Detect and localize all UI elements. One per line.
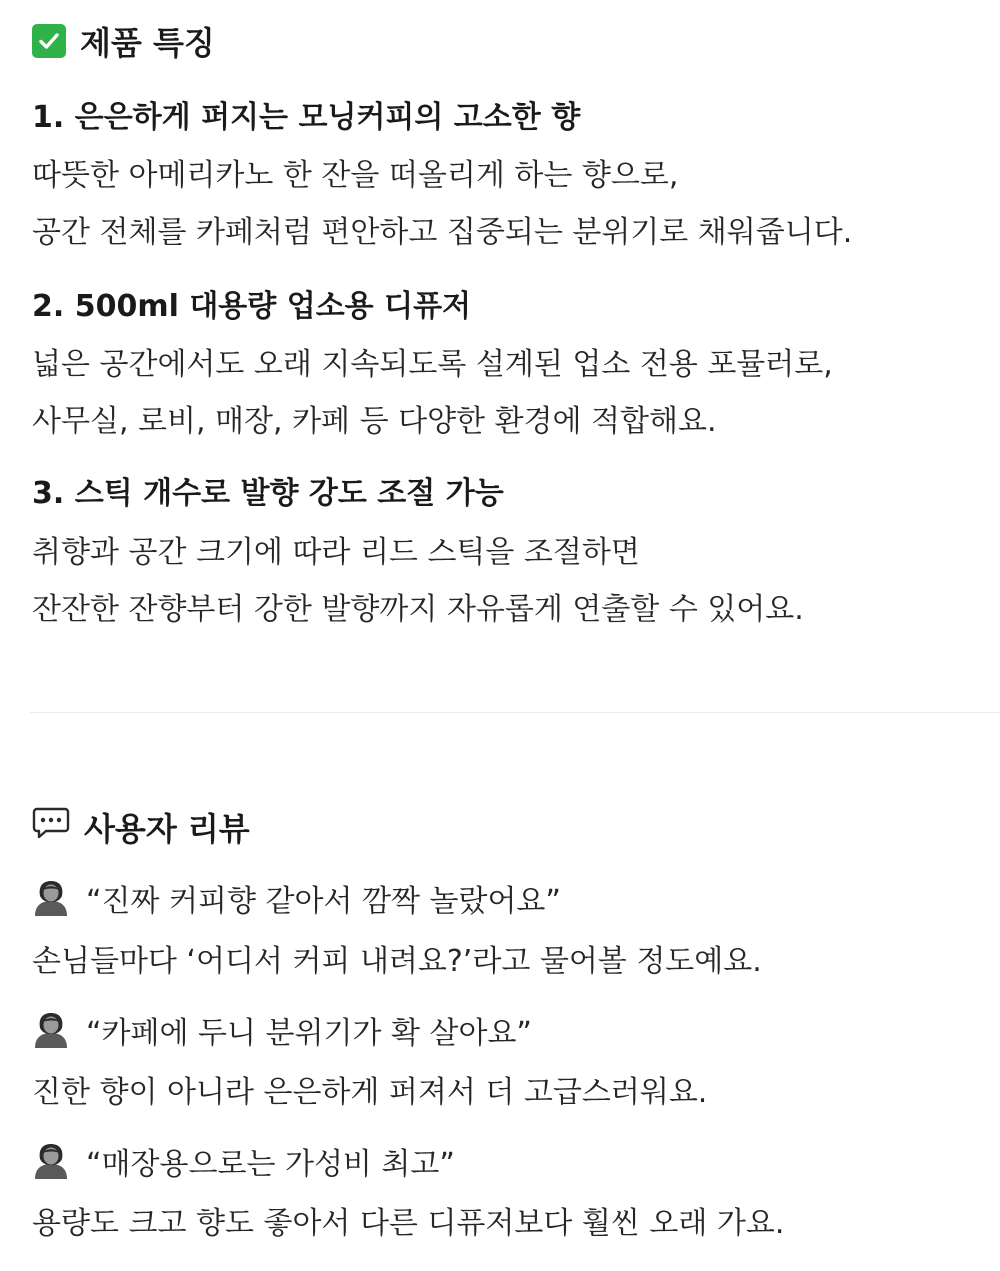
feature-2-title: 2. 500ml 대용량 업소용 디퓨저 bbox=[32, 289, 472, 324]
review-2-quote bbox=[32, 1008, 532, 1052]
review-1-quote bbox=[32, 876, 561, 920]
feature-1-line-2: 공간 전체를 카페처럼 편안하고 집중되는 분위기로 채워줍니다. bbox=[32, 215, 853, 250]
review-3-quote-text: “매장용으로는 가성비 최고” bbox=[86, 1147, 455, 1182]
feature-2-line-2: 사무실, 로비, 매장, 카페 등 다양한 환경에 적합해요. bbox=[32, 404, 717, 439]
review-3-quote bbox=[32, 1139, 455, 1183]
features-heading-text: 제품 특징 bbox=[80, 24, 215, 62]
review-3-comment: 용량도 크고 향도 좋아서 다른 디퓨저보다 훨씬 오래 가요. bbox=[32, 1206, 785, 1241]
check-box-icon bbox=[32, 24, 66, 58]
feature-1-title: 1. 은은하게 퍼지는 모닝커피의 고소한 향 bbox=[32, 100, 581, 135]
feature-3-line-2: 잔잔한 잔향부터 강한 발향까지 자유롭게 연출할 수 있어요. bbox=[32, 592, 804, 627]
features-heading bbox=[32, 18, 215, 64]
feature-3-title: 3. 스틱 개수로 발향 강도 조절 가능 bbox=[32, 476, 504, 511]
reviews-heading bbox=[32, 804, 250, 850]
person-avatar-icon bbox=[32, 879, 70, 917]
person-avatar-icon bbox=[32, 1142, 70, 1180]
review-1-comment: 손님들마다 ‘어디서 커피 내려요?’라고 물어볼 정도예요. bbox=[32, 944, 762, 979]
feature-3-line-1: 취향과 공간 크기에 따라 리드 스틱을 조절하면 bbox=[32, 535, 640, 570]
review-2-comment: 진한 향이 아니라 은은하게 퍼져서 더 고급스러워요. bbox=[32, 1075, 708, 1110]
reviews-heading-text: 사용자 리뷰 bbox=[84, 810, 250, 848]
feature-2-line-1: 넓은 공간에서도 오래 지속되도록 설계된 업소 전용 포뮬러로, bbox=[32, 347, 833, 382]
person-avatar-icon bbox=[32, 1011, 70, 1049]
feature-1-line-1: 따뜻한 아메리카노 한 잔을 떠올리게 하는 향으로, bbox=[32, 158, 679, 193]
section-divider bbox=[30, 712, 1000, 713]
speech-bubble-icon bbox=[32, 806, 70, 848]
review-1-quote-text: “진짜 커피향 같아서 깜짝 놀랐어요” bbox=[86, 884, 561, 919]
review-2-quote-text: “카페에 두니 분위기가 확 살아요” bbox=[86, 1016, 532, 1051]
